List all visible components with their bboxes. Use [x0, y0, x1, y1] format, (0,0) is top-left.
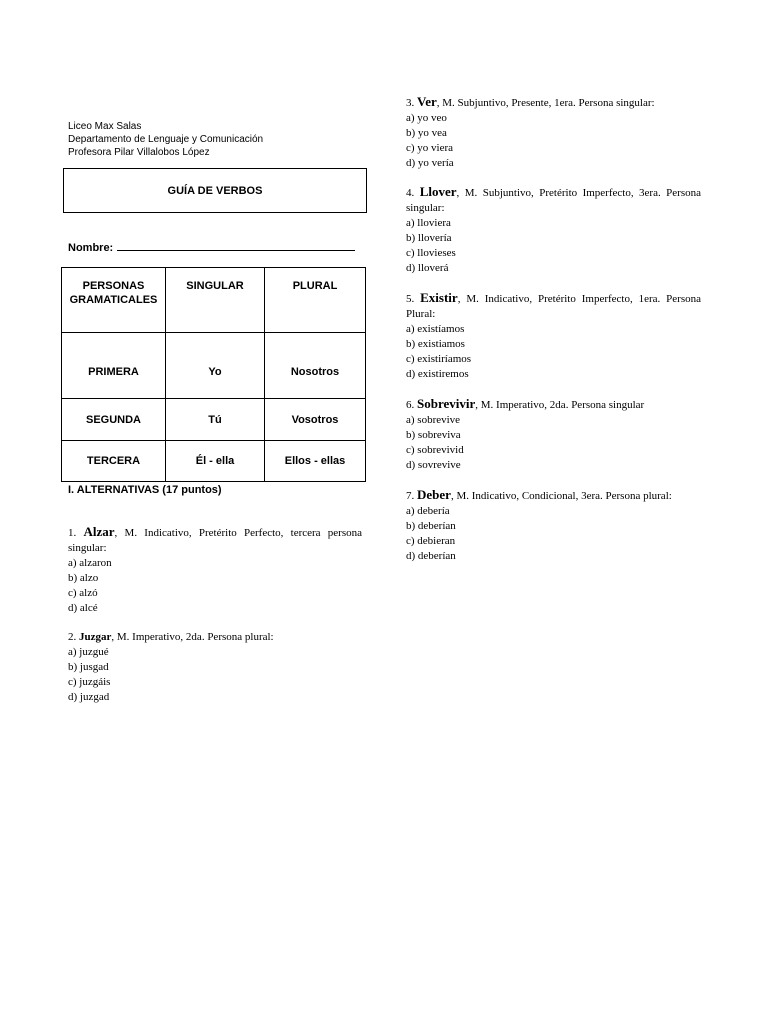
option-d[interactable]: d) juzgad: [68, 691, 110, 703]
option-d[interactable]: d) yo vería: [406, 157, 454, 169]
option-b[interactable]: b) sobreviva: [406, 429, 461, 441]
table-header-cell: PLURAL: [265, 268, 366, 333]
question-2: [68, 630, 362, 705]
page-title: GUÍA DE VERBOS: [167, 184, 263, 197]
question-1: [68, 524, 362, 616]
table-cell: Él - ella: [166, 441, 265, 482]
option-a[interactable]: a) debería: [406, 505, 450, 517]
teacher-name: Profesora Pilar Villalobos López: [68, 147, 210, 158]
question-number: 5.: [406, 293, 415, 305]
table-cell: Ellos - ellas: [265, 441, 366, 482]
option-b[interactable]: b) yo vea: [406, 127, 447, 139]
table-cell: Yo: [166, 333, 265, 399]
question-verb: Juzgar: [79, 631, 112, 643]
table-cell: Nosotros: [265, 333, 366, 399]
option-a[interactable]: a) alzaron: [68, 557, 112, 569]
title-box: [63, 168, 367, 213]
question-number: 4.: [406, 187, 415, 199]
question-prompt: [406, 487, 701, 504]
option-c[interactable]: c) llovieses: [406, 247, 456, 259]
question-number: 2.: [68, 631, 77, 643]
question-7: [406, 487, 701, 564]
question-description: , M. Indicativo, Condicional, 3era. Persona plural:: [450, 490, 672, 502]
option-b[interactable]: b) existiamos: [406, 338, 465, 350]
option-b[interactable]: b) llovería: [406, 232, 452, 244]
question-prompt: [68, 524, 362, 556]
table-cell: SEGUNDA: [62, 399, 166, 441]
grammatical-persons-table: [61, 267, 366, 482]
option-b[interactable]: b) jusgad: [68, 661, 109, 673]
table-header-cell: PERSONAS GRAMATICALES: [62, 268, 166, 333]
option-c[interactable]: c) yo viera: [406, 142, 454, 154]
question-prompt: [68, 630, 362, 645]
question-number: 3.: [406, 97, 415, 109]
table-header-cell: SINGULAR: [166, 268, 265, 333]
table-cell: TERCERA: [62, 441, 166, 482]
table-cell: PRIMERA: [62, 333, 166, 399]
option-a[interactable]: a) yo veo: [406, 112, 447, 124]
table-row: [62, 441, 366, 482]
option-a[interactable]: a) lloviera: [406, 217, 451, 229]
question-description: , M. Subjuntivo, Pretérito Imperfecto, 3era. Persona singular:: [406, 187, 702, 214]
question-verb: Ver: [417, 94, 437, 109]
question-description: , M. Subjuntivo, Presente, 1era. Persona singular:: [436, 97, 655, 109]
option-b[interactable]: b) alzo: [68, 572, 99, 584]
option-c[interactable]: c) existiríamos: [406, 353, 472, 365]
table-header-row: [62, 268, 366, 333]
question-number: 6.: [406, 399, 415, 411]
question-number: 1.: [68, 527, 77, 539]
option-a[interactable]: a) existíamos: [406, 323, 465, 335]
option-d[interactable]: d) alcé: [68, 602, 98, 614]
option-c[interactable]: c) juzgáis: [68, 676, 111, 688]
name-blank-line[interactable]: [117, 240, 355, 251]
question-4: [406, 184, 701, 276]
question-5: [406, 290, 701, 382]
option-c[interactable]: c) sobrevivid: [406, 444, 464, 456]
section-title: I. ALTERNATIVAS (17 puntos): [68, 484, 222, 496]
question-prompt: [406, 94, 701, 111]
table-row: [62, 399, 366, 441]
question-description: , M. Imperativo, 2da. Persona plural:: [111, 631, 274, 643]
question-prompt: [406, 290, 701, 322]
question-verb: Llover: [419, 184, 457, 199]
question-number: 7.: [406, 490, 415, 502]
option-b[interactable]: b) deberían: [406, 520, 456, 532]
table-cell: Vosotros: [265, 399, 366, 441]
question-description: , M. Indicativo, Pretérito Imperfecto, 1era. Persona Plural:: [406, 293, 701, 320]
question-prompt: [406, 184, 701, 216]
document-header: [68, 120, 263, 159]
option-a[interactable]: a) sobrevive: [406, 414, 461, 426]
table-cell: Tú: [166, 399, 265, 441]
option-d[interactable]: d) deberían: [406, 550, 456, 562]
question-verb: Alzar: [83, 524, 115, 539]
option-d[interactable]: d) sovrevive: [406, 459, 461, 471]
option-d[interactable]: d) lloverá: [406, 262, 449, 274]
question-6: [406, 396, 701, 473]
school-name: Liceo Max Salas: [68, 121, 142, 132]
table-row: [62, 333, 366, 399]
option-c[interactable]: c) alzó: [68, 587, 98, 599]
question-description: , M. Indicativo, Pretérito Perfecto, tercera persona singular:: [68, 527, 363, 554]
question-verb: Sobrevivir: [417, 396, 476, 411]
question-prompt: [406, 396, 701, 413]
department-name: Departamento de Lenguaje y Comunicación: [68, 134, 264, 145]
question-verb: Deber: [417, 487, 451, 502]
option-a[interactable]: a) juzgué: [68, 646, 109, 658]
name-field: [68, 240, 355, 254]
question-verb: Existir: [420, 290, 458, 305]
name-label: Nombre:: [68, 242, 114, 254]
question-description: , M. Imperativo, 2da. Persona singular: [475, 399, 645, 411]
option-c[interactable]: c) debieran: [406, 535, 456, 547]
question-3: [406, 94, 701, 171]
option-d[interactable]: d) existiremos: [406, 368, 469, 380]
